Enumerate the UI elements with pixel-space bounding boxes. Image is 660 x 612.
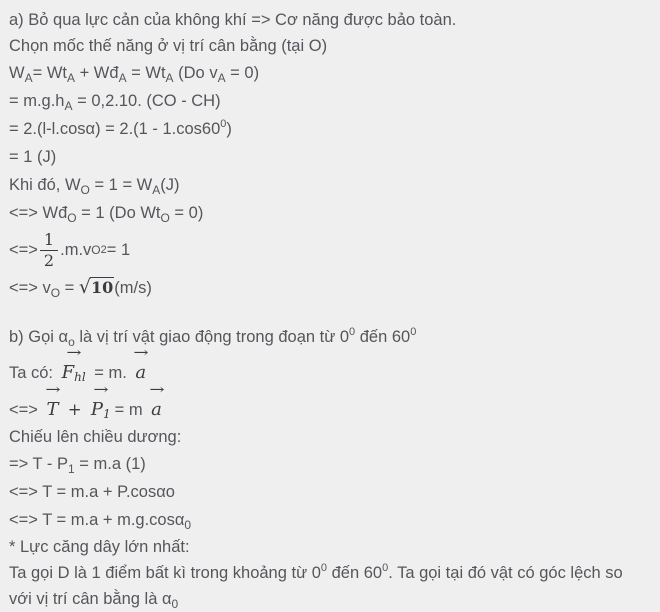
superscript: 0 — [382, 562, 389, 574]
text-run: Khi đó, W — [9, 176, 81, 194]
point-D-definition-2 — [9, 586, 650, 612]
point-D-definition-1 — [9, 560, 650, 586]
vector-symbol — [59, 345, 89, 386]
text-run: . Ta gọi tại đó vật có góc lệch so — [388, 564, 623, 582]
vector-symbol — [148, 382, 165, 423]
subscript: o — [68, 335, 75, 349]
subscript: O — [50, 286, 61, 300]
text-run: <=> T = m.a + P.cosαo — [9, 483, 175, 501]
subscript: O — [80, 183, 90, 197]
text-run: (J) — [160, 176, 180, 194]
vector-symbol — [44, 382, 62, 423]
text-run: = — [60, 279, 79, 297]
text-run: Ta có: — [9, 364, 58, 382]
text-run: = 1 (Do Wt — [76, 204, 161, 222]
text-run: <=> v — [9, 279, 51, 297]
max-tension-heading — [9, 534, 650, 560]
subscript: A — [217, 71, 226, 85]
text-run: = 1 = W — [89, 176, 153, 194]
vector-arrow-icon: → — [66, 345, 82, 361]
vector-arrow-icon: → — [133, 345, 149, 361]
text-run: = 1 (J) — [9, 148, 57, 166]
text-run: = Wt — [126, 64, 166, 82]
vector-letter: a — [151, 399, 162, 420]
subscript: 0 — [171, 597, 179, 611]
vector-letter: F — [61, 362, 75, 383]
superscript: 0 — [410, 326, 417, 338]
text-run: = 0) — [225, 64, 260, 82]
projection-statement — [9, 424, 650, 450]
text-run: = Wt — [32, 64, 67, 82]
half-mv-squared: <=> $\frac{1}{2}$ .m.v O 2 = 1 — [9, 229, 131, 270]
square-root — [79, 278, 114, 297]
energy-at-O — [9, 171, 650, 199]
datum-choice — [9, 33, 650, 59]
solution-text — [9, 7, 650, 612]
force-decomposition — [9, 382, 650, 424]
text-run: = m.g.h — [9, 92, 65, 110]
subscript: 0 — [184, 518, 192, 532]
text-run: đến 60 — [355, 328, 411, 346]
text-run: = 0) — [169, 204, 204, 222]
vector-arrow-icon: → — [44, 382, 61, 398]
text-run: là vị trí vật giao động trong đoạn từ 0 — [74, 328, 350, 346]
vector-subscript: hl — [74, 370, 86, 384]
superscript: 0 — [220, 118, 227, 130]
radical-icon: √ — [78, 276, 92, 298]
superscript: 0 — [349, 326, 356, 338]
subscript: 1 — [68, 462, 75, 476]
text-run: = 1 — [106, 241, 131, 259]
text-run: đến 60 — [327, 564, 383, 582]
cosine-substitution — [9, 115, 650, 143]
subscript: O — [67, 211, 77, 225]
text-run: (m/s) — [114, 279, 152, 297]
text-run: + Wđ — [75, 64, 119, 82]
text-run: <=> Wđ — [9, 204, 68, 222]
part-a-intro — [9, 7, 650, 33]
subscript: A — [152, 183, 161, 197]
energy-at-A — [9, 59, 650, 87]
vector-letter: a — [135, 362, 147, 383]
fraction-numerator: 1 — [40, 231, 58, 251]
tension-equation-2 — [9, 506, 650, 534]
vector-letter: T — [46, 399, 59, 420]
vector-symbol — [132, 345, 149, 386]
text-run: = m. — [89, 364, 132, 382]
radicand: 10 — [91, 278, 114, 297]
text-run: * Lực căng dây lớn nhất: — [9, 538, 190, 556]
tension-equation-1 — [9, 478, 650, 506]
text-run: <=> T = m.a + m.g.cosα — [9, 511, 185, 529]
vector-arrow-icon: → — [148, 382, 165, 398]
subscript: A — [24, 71, 33, 85]
text-run: Chiếu lên chiều dương: — [9, 428, 182, 446]
text-run: với vị trí cân bằng là α — [9, 590, 172, 608]
text-run: = 2.(l-l.cosα) = 2.(1 - 1.cos60 — [9, 120, 221, 138]
subscript: A — [66, 71, 75, 85]
fraction-denominator: 2 — [43, 250, 55, 270]
subscript: O — [160, 211, 170, 225]
text-run: Chọn mốc thế năng ở vị trí cân bằng (tại O) — [9, 37, 328, 55]
vector-symbol — [88, 382, 114, 423]
text-run: b) Gọi α — [9, 328, 69, 346]
kinetic-energy-at-O — [9, 199, 650, 227]
text-run: = 0,2.10. (CO - CH) — [72, 92, 221, 110]
subscript: A — [165, 71, 174, 85]
text-run: (Do v — [173, 64, 218, 82]
fraction — [40, 231, 58, 270]
math-run: + — [62, 400, 87, 419]
text-run: W — [9, 64, 25, 82]
text-run: Ta gọi D là 1 điểm bất kì trong khoảng từ 0 — [9, 564, 321, 582]
velocity-result — [9, 273, 650, 302]
subscript: A — [64, 99, 73, 113]
vector-letter: P — [90, 399, 103, 420]
text-run: = m — [114, 401, 148, 419]
vector-subscript: 1 — [102, 407, 111, 421]
text-run: <=> — [9, 241, 38, 259]
energy-result — [9, 143, 650, 171]
text-run: = m.a (1) — [74, 455, 146, 473]
projected-equation — [9, 450, 650, 478]
text-run: .m.v — [60, 241, 92, 259]
text-run: <=> — [9, 401, 43, 419]
part-b-intro — [9, 324, 650, 350]
text-run: ) — [226, 120, 232, 138]
text-run: a) Bỏ qua lực cản của không khí => Cơ năng được bảo toàn. — [9, 11, 457, 29]
potential-energy-expansion — [9, 87, 650, 115]
subscript: A — [118, 71, 127, 85]
vector-arrow-icon: → — [93, 382, 109, 398]
text-run: => T - P — [9, 455, 69, 473]
superscript: 0 — [320, 562, 328, 574]
